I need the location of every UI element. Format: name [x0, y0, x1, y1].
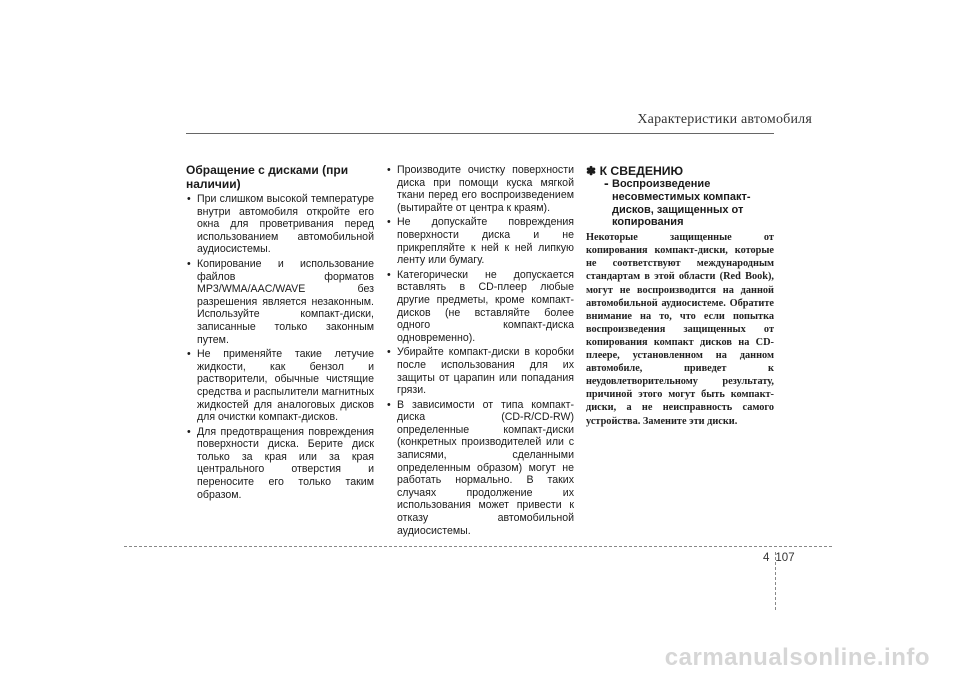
info-heading: ✽ К СВЕДЕНИЮ [586, 164, 684, 178]
info-subheading-text: Воспроизведение несовместимых компакт-дисков, защищенных от копирования [612, 178, 751, 229]
column-2 [386, 164, 574, 539]
page-number-value: 107 [775, 552, 795, 564]
column-1 [186, 164, 374, 503]
list-item: • Категорически не допускается вставлять в CD-плеер любые другие предметы, кроме компакт-дисков (не вставляйте более одного компакт-диска одновременно). [386, 269, 574, 345]
header-title: Характеристики автомобиля [637, 112, 812, 127]
list-item: • Убирайте компакт-диски в коробки после использования для их защиты от царапин или попадания грязи. [386, 346, 574, 396]
list-item: • При слишком высокой температуре внутри автомобиля откройте его окна для проветривания перед использованием автомобильной аудиосистемы. [186, 193, 374, 256]
list-item: • Не применяйте такие летучие жидкости, как бензол и растворители, обычные чистящие средства и распылители магнитных жидкостей для аналоговых дисков для очистки компакт-дисков. [186, 348, 374, 424]
list-item: • Для предотвращения повреждения поверхности диска. Берите диск только за края или за края центрального отверстия и переносите его только таким образом. [186, 426, 374, 502]
column-3-info-box [586, 164, 774, 428]
info-subheading [586, 175, 774, 229]
bullet-list [386, 164, 574, 537]
footer-dashed-rule [124, 546, 832, 547]
dash-mark: - [604, 175, 609, 191]
list-item: • Копирование и использование файлов форматов MP3/WMA/AAC/WAVE без разрешения является незаконным. Используйте компакт-диски, записанные только законным путем. [186, 258, 374, 346]
list-item: • В зависимости от типа компакт-диска (CD-R/CD-RW) определенные компакт-диски (конкретных производителей или с записями, сделанными определенным образом) могут не работать нормально. В таких случаях продолжение их использования может привести к отказу автомобильной аудиосистемы. [386, 399, 574, 538]
info-body: Некоторые защищенные от копирования компакт-диски, которые не соответствуют международным стандартам в этой области (Red Book), могут не воспроизводится на данной автомобильной аудиосистеме. Обратите внимание на то, что если попытка воспроизведения защищенных от копирования компакт дисков на CD-плеере, установленном на данном автомобиле, приведет к неудовлетворительному результату, причиной этого могут быть компакт-диски, а не неисправность самого устройства. Замените эти диски. [586, 232, 774, 427]
list-item: • Производите очистку поверхности диска при помощи куска мягкой ткани перед его воспроизведением (вытирайте от центра к краям). [386, 164, 574, 214]
list-item: • Не допускайте повреждения поверхности диска и не прикрепляйте к ней к ней липкую ленту или бумагу. [386, 216, 574, 266]
chapter-number: 4 [763, 552, 770, 564]
watermark: carmanualsonline.info [664, 644, 930, 671]
bullet-list [186, 193, 374, 501]
header-rule [186, 133, 774, 134]
page-number [763, 552, 795, 564]
section-heading: Обращение с дисками (при наличии) [186, 163, 349, 191]
